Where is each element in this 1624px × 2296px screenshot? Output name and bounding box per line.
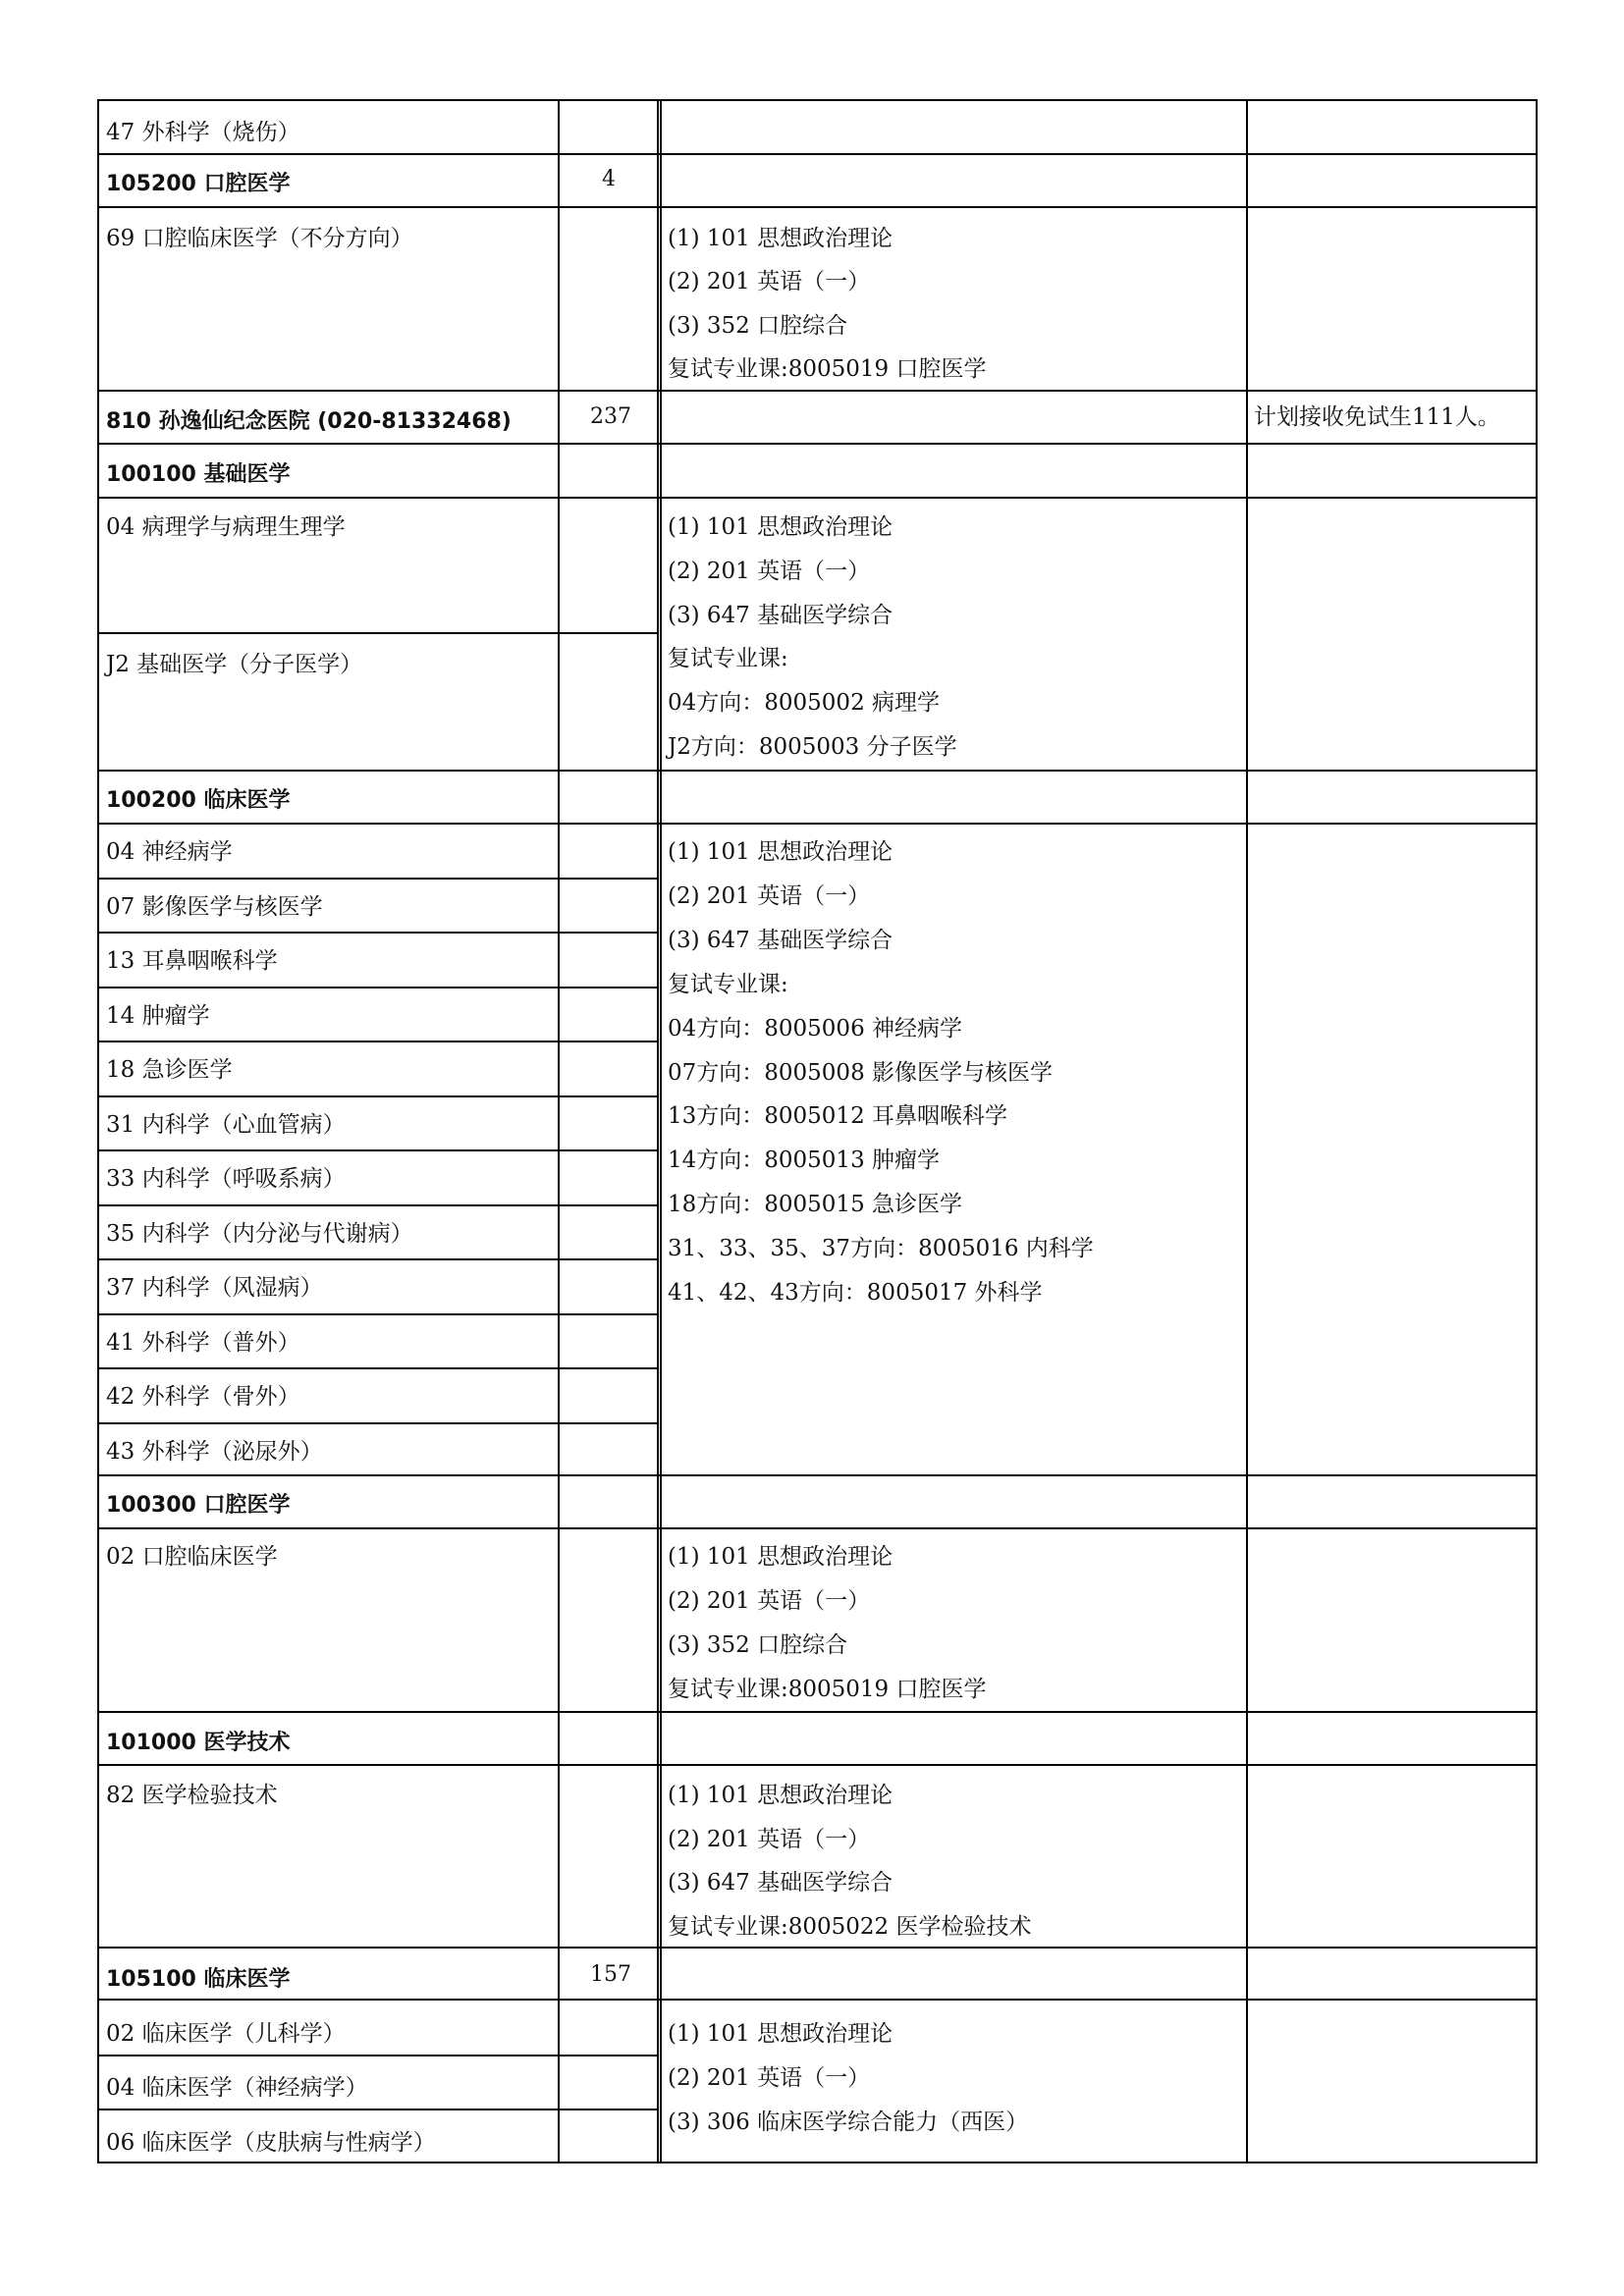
list-item: 18 急诊医学 (106, 1057, 233, 1083)
exam-line: 31、33、35、37方向：8005016 内科学 (668, 1236, 1094, 1261)
exam-line: (2) 201 英语（一） (668, 1588, 871, 1614)
exam-line: 14方向：8005013 肿瘤学 (668, 1148, 941, 1173)
list-item: 13 耳鼻咽喉科学 (106, 948, 278, 974)
section-100100-title: 100100 基础医学 (106, 462, 291, 487)
exam-line: 04方向：8005002 病理学 (668, 690, 941, 716)
list-item: 43 外科学（泌尿外） (106, 1439, 323, 1465)
exam-line: 复试专业课: (668, 646, 788, 671)
exam-line: (3) 647 基础医学综合 (668, 928, 893, 953)
row-label-02-oral: 02 口腔临床医学 (106, 1544, 278, 1570)
exam-line: (3) 647 基础医学综合 (668, 1870, 893, 1896)
exam-line: (2) 201 英语（一） (668, 269, 871, 294)
exam-line: 复试专业课: (668, 972, 788, 997)
exam-line: 41、42、43方向：8005017 外科学 (668, 1280, 1043, 1306)
exam-line: 04方向：8005006 神经病学 (668, 1016, 963, 1041)
hospital-count: 237 (590, 404, 631, 429)
exam-line: (2) 201 英语（一） (668, 883, 871, 909)
list-item: 33 内科学（呼吸系病） (106, 1166, 346, 1192)
section-105100-title: 105100 临床医学 (106, 1967, 291, 1992)
list-item: 02 临床医学（儿科学） (106, 2021, 346, 2047)
section-105200-count: 4 (602, 167, 616, 191)
exam-line: (1) 101 思想政治理论 (668, 514, 893, 540)
exam-line: 复试专业课:8005019 口腔医学 (668, 356, 987, 382)
exam-line: 18方向：8005015 急诊医学 (668, 1192, 963, 1217)
exam-line: 复试专业课:8005019 口腔医学 (668, 1677, 987, 1702)
list-item: 07 影像医学与核医学 (106, 894, 323, 920)
exam-line: (3) 306 临床医学综合能力（西医） (668, 2109, 1029, 2135)
exam-line: (3) 352 口腔综合 (668, 1632, 848, 1658)
exam-line: 07方向：8005008 影像医学与核医学 (668, 1060, 1054, 1086)
list-item: 06 临床医学（皮肤病与性病学） (106, 2130, 436, 2156)
exam-line: (2) 201 英语（一） (668, 2065, 871, 2091)
list-item: 41 外科学（普外） (106, 1330, 300, 1356)
list-item: 04 临床医学（神经病学） (106, 2075, 368, 2101)
exam-line: 13方向：8005012 耳鼻咽喉科学 (668, 1103, 1008, 1129)
list-item: 42 外科学（骨外） (106, 1384, 300, 1410)
exam-line: J2方向：8005003 分子医学 (668, 734, 957, 760)
row-label-69: 69 口腔临床医学（不分方向） (106, 226, 413, 251)
section-101000-title: 101000 医学技术 (106, 1731, 291, 1755)
section-105100-count: 157 (590, 1962, 631, 1987)
exam-line: (2) 201 英语（一） (668, 559, 871, 584)
list-item: 14 肿瘤学 (106, 1003, 210, 1029)
row-label-82: 82 医学检验技术 (106, 1783, 278, 1808)
list-item: 37 内科学（风湿病） (106, 1275, 323, 1301)
section-105200-title: 105200 口腔医学 (106, 172, 291, 196)
row-label-47: 47 外科学（烧伤） (106, 120, 300, 145)
list-item: 04 神经病学 (106, 839, 233, 865)
hospital-note: 计划接收免试生111人。 (1254, 404, 1500, 430)
section-100300-title: 100300 口腔医学 (106, 1493, 291, 1518)
exam-line: (1) 101 思想政治理论 (668, 1544, 893, 1570)
exam-line: (1) 101 思想政治理论 (668, 2021, 893, 2047)
exam-line: (2) 201 英语（一） (668, 1827, 871, 1852)
exam-line: (1) 101 思想政治理论 (668, 226, 893, 251)
exam-line: 复试专业课:8005022 医学检验技术 (668, 1914, 1032, 1940)
exam-line: (1) 101 思想政治理论 (668, 839, 893, 865)
list-item: 35 内科学（内分泌与代谢病） (106, 1221, 413, 1247)
row-label-04-pathology: 04 病理学与病理生理学 (106, 514, 346, 540)
exam-line: (3) 647 基础医学综合 (668, 603, 893, 628)
row-label-J2: J2 基础医学（分子医学） (106, 652, 363, 677)
section-100200-title: 100200 临床医学 (106, 788, 291, 813)
exam-line: (1) 101 思想政治理论 (668, 1783, 893, 1808)
hospital-title: 810 孙逸仙纪念医院 (020-81332468) (106, 409, 512, 434)
list-item: 31 内科学（心血管病） (106, 1112, 346, 1138)
exam-line: (3) 352 口腔综合 (668, 313, 848, 339)
